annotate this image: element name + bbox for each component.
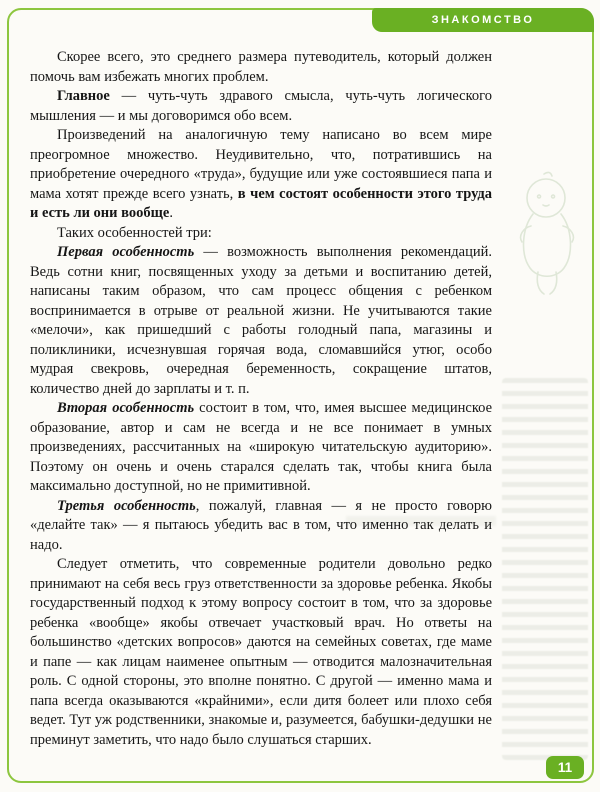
page-number-value: 11: [557, 760, 573, 775]
paragraph: Скорее всего, это среднего размера путеводитель, который должен помочь вам избежать многих проблем.: [30, 49, 492, 85]
chapter-header-band: [372, 8, 594, 32]
paragraph: Вторая особенность состоит в том, что, имея высшее медицинское образование, автор и сам не всегда и не все понимает в умных произведениях, рассчитанных на «широкую читательскую аудиторию». Поэтому он очень и очень старался сделать так, чтобы книга была максимально доступной, но не примитивной.: [30, 400, 493, 494]
chapter-header-label: ЗНАКОМСТВО: [431, 14, 535, 26]
page-number-badge: [546, 756, 584, 779]
paragraph: Первая особенность — возможность выполнения рекомендаций. Ведь сотни книг, посвященных уходу за детьми и воспитанию детей, написаны таким образом, что сам процесс общения с ребенком воспринимается в отрыве от реальной жизни. Не учитываются такие «мелочи», как пришедший с работы голодный папа, магазины и поликлиники, исчезнувшая горячая вода, сломавшийся утюг, особо мудрая свекровь, очередная беременность, сокращение штатов, количество дней до зарплаты и т. п.: [30, 244, 492, 397]
paragraph: Таких особенностей три:: [57, 224, 212, 241]
reverse-page-showthrough: [502, 378, 588, 760]
paragraph: Третья особенность, пожалуй, главная — я не просто говорю «делайте так» — я пытаюсь убедить вас в том, что именно так делать и надо.: [30, 497, 492, 553]
paragraph: Произведений на аналогичную тему написано во всем мире преогромное множество. Неудивительно, что, потратившись на приобретение очередного «труда», будущие или уже состоявшиеся папа и мама хотят прежде всего узнать, в чем состоят особенности этого труда и есть ли они вообще.: [30, 127, 492, 221]
body-text: [30, 48, 492, 750]
paragraph: Следует отметить, что современные родители довольно редко принимают на себя весь груз ответственности за здоровье ребенка. Якобы государственный подход к этому вопросу состоит в том, что за здоровье ребенка «вообще» якобы отвечает участковый врач. Но ответы на большинство «детских вопросов» даются на семейных советах, где маме и папе — как лицам наименее опытным — отводится малозначительная роль. С одной стороны, это вполне понятно. С другой — именно мама и папа всегда оказываются «крайними», если дитя болеет или плохо себя ведет. Тут уж родственники, знакомые и, разумеется, бабушки-дедушки не преминут заметить, что надо было слушаться старших.: [30, 556, 492, 748]
paragraph: Главное — чуть-чуть здравого смысла, чуть-чуть логического мышления — и мы договоримся обо всем.: [30, 88, 492, 124]
baby-watermark-illustration: [500, 168, 592, 300]
